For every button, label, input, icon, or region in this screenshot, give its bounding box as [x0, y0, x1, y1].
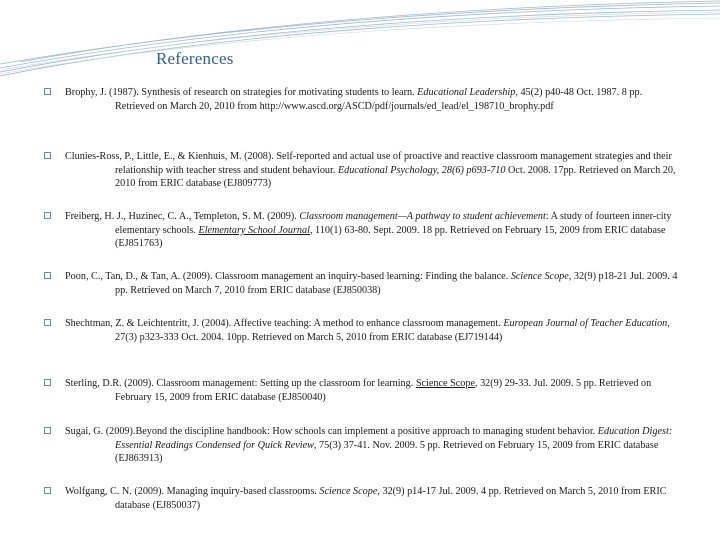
reference-item: [44, 425, 684, 466]
reference-text-run: , 32(9) p14-17 Jul. 2009. 4 pp. Retrieved on March 5, 2010 from ERIC database (EJ850037): [115, 486, 667, 511]
reference-text-run: Education Digest: Essential Readings Condensed for Quick Review: [115, 426, 673, 451]
reference-text: [65, 425, 684, 466]
reference-text: [65, 270, 684, 297]
bullet-box-icon: [44, 427, 51, 434]
reference-text-run: Poon, C., Tan, D., & Tan, A. (2009). Classroom management an inquiry-based learning: Finding the balance.: [65, 271, 511, 282]
reference-text: [65, 317, 684, 344]
reference-text-run: , 110(1) 63-80. Sept. 2009. 18 pp. Retrieved on February 15, 2009 from ERIC database (EJ851763): [115, 224, 666, 250]
reference-item: [44, 210, 684, 251]
reference-text-run: , 75(3) 37-41. Nov. 2009. 5 pp. Retrieved on February 15, 2009 from ERIC database (EJ863913): [115, 439, 659, 465]
reference-text-run: Brophy, J. (1987). Synthesis of research on strategies for motivating students to learn.: [65, 87, 418, 98]
bullet-box-icon: [44, 272, 51, 279]
reference-text-run: European Journal of Teacher Education: [503, 318, 668, 329]
reference-text-run: Shechtman, Z. & Leichtentritt, J. (2004). Affective teaching: A method to enhance classroom management.: [65, 318, 504, 329]
reference-text: [65, 86, 684, 113]
reference-item: [44, 485, 684, 512]
reference-text-run: Clunies-Ross, P., Little, E., & Kienhuis, M. (2008). Self-reported and actual use of proactive and reactive classroom management strategies and their relationship with teacher stress and student behaviour.: [65, 151, 672, 176]
reference-text-run: Educational Psychology, 28(6) p693-710: [337, 164, 506, 176]
reference-text-run: Wolfgang, C. N. (2009). Managing inquiry-based classrooms.: [65, 486, 320, 497]
header-swoosh-decoration: [0, 0, 720, 80]
reference-text: [65, 377, 684, 404]
bullet-box-icon: [44, 152, 51, 159]
reference-text-run: Classroom management—A pathway to student achievement: [299, 211, 546, 222]
reference-text-run: Science Scope: [415, 378, 475, 389]
reference-text-run: Sterling, D.R. (2009). Classroom management: Setting up the classroom for learning.: [65, 378, 416, 389]
reference-text-run: Science Scope: [319, 486, 378, 497]
bullet-box-icon: [44, 88, 51, 95]
reference-text: [65, 150, 684, 191]
reference-text-run: , 27(3) p323-333 Oct. 2004. 10pp. Retrieved on March 5, 2010 from ERIC database (EJ719144): [115, 318, 670, 343]
reference-text-run: : A study of fourteen inner-city elementary schools.: [115, 211, 672, 236]
reference-text: [65, 210, 684, 251]
reference-item: [44, 150, 684, 191]
reference-item: [44, 86, 684, 113]
page-title: References: [156, 49, 234, 68]
bullet-box-icon: [44, 319, 51, 326]
reference-text: [65, 485, 684, 512]
reference-item: [44, 377, 684, 404]
reference-text-run: Freiberg, H. J., Huzinec, C. A., Templeton, S. M. (2009).: [65, 211, 300, 222]
reference-text-run: Elementary School Journal: [198, 224, 310, 236]
reference-item: [44, 270, 684, 297]
reference-text-run: , 45(2) p40-48 Oct. 1987. 8 pp. Retrieved on March 20, 2010 from http://www.ascd.org/ASCD/pdf/journals/ed_lead/el_198710_brophy.pdf: [115, 87, 643, 112]
bullet-box-icon: [44, 379, 51, 386]
reference-text-run: Science Scope: [510, 271, 569, 282]
reference-text-run: Oct. 2008. 17pp. Retrieved on March 20, 2010 from ERIC database (EJ809773): [115, 164, 676, 190]
reference-item: [44, 317, 684, 344]
bullet-box-icon: [44, 212, 51, 219]
bullet-box-icon: [44, 487, 51, 494]
reference-text-run: , 32(9) 29-33. Jul. 2009. 5 pp. Retrieved on February 15, 2009 from ERIC database (EJ850040): [115, 378, 652, 403]
reference-text-run: Sugai, G. (2009).Beyond the discipline handbook: How schools can implement a positive approach to managing student behavior.: [65, 426, 598, 437]
reference-text-run: , 32(9) p18-21 Jul. 2009. 4 pp. Retrieved on March 7, 2010 from ERIC database (EJ850038): [115, 271, 678, 296]
reference-text-run: Educational Leadership: [417, 87, 516, 98]
